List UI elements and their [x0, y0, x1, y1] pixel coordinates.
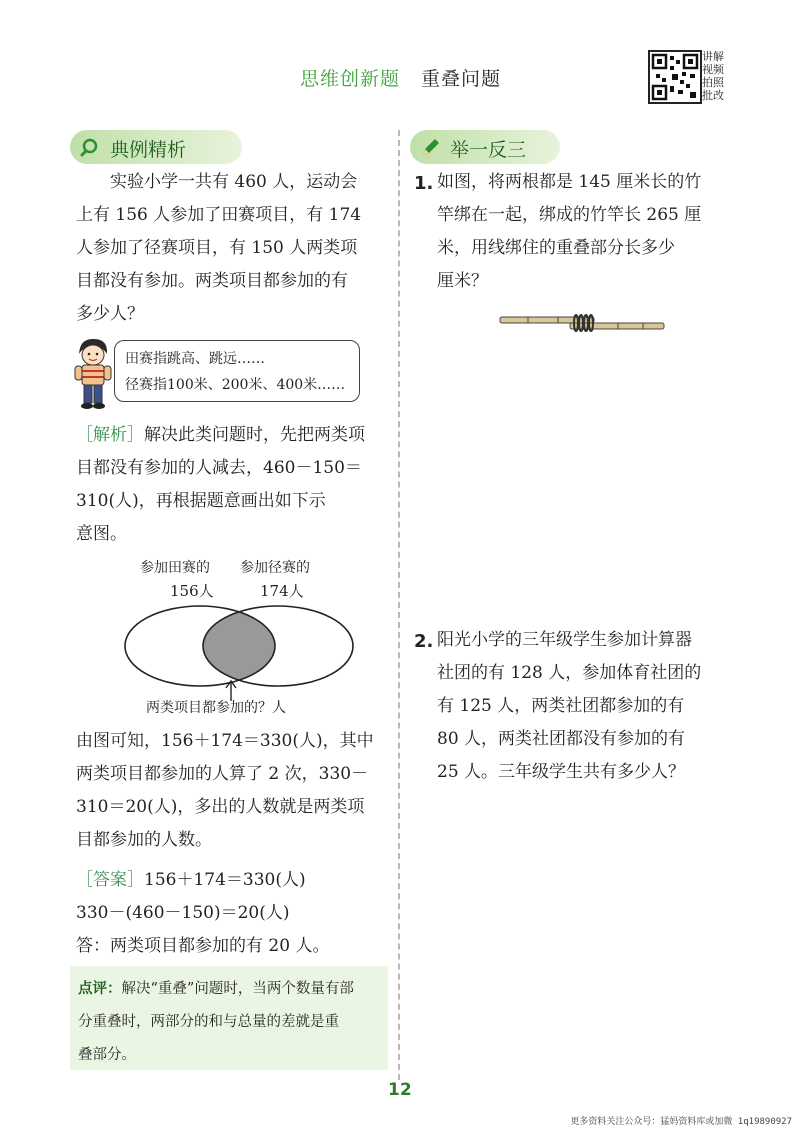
bubble-line: 径赛指100米、200米、400米……	[125, 377, 346, 393]
qr-caption: 讲解视频拍照批改	[702, 50, 724, 102]
category-title: 思维创新题	[300, 68, 401, 90]
q1-line: 竿绑在一起，绑成的竹竿长 265 厘	[437, 205, 702, 225]
explain-line: 由图可知，156＋174＝330(人)，其中	[76, 731, 374, 751]
venn-right-label: 参加径赛的	[240, 560, 310, 576]
explain-line: 目都参加的人数。	[76, 830, 212, 850]
q1-line: 米，用线绑住的重叠部分长多少	[437, 238, 675, 258]
qr-code-icon[interactable]	[648, 50, 702, 104]
pencil-icon	[420, 136, 442, 158]
speech-bubble	[114, 340, 360, 402]
q2-line: 25 人。三年级学生共有多少人？	[437, 762, 686, 782]
q1-line: 厘米？	[437, 271, 488, 291]
analysis-line: 解决此类问题时，先把两类项	[144, 425, 365, 445]
venn-diagram	[120, 604, 360, 688]
venn-right-count: 174人	[260, 582, 304, 600]
magnifier-icon	[80, 136, 102, 158]
explain-line: 两类项目都参加的人算了 2 次，330－	[76, 764, 369, 784]
page-number: 12	[388, 1080, 412, 1100]
answer-label: ［答案］	[76, 870, 144, 890]
bamboo-poles-illustration	[498, 312, 668, 336]
analysis-line: 目都没有参加的人减去，460－150＝	[76, 458, 362, 478]
question-2-text	[437, 624, 737, 789]
answer-line: 156＋174＝330(人)	[144, 870, 306, 890]
analysis-line: 310(人)，再根据题意画出如下示	[76, 491, 326, 511]
analysis-block	[76, 419, 394, 551]
problem-line: 实验小学一共有 460 人，运动会	[110, 172, 358, 192]
comment-box	[70, 966, 388, 1070]
practice-section-header	[410, 130, 560, 164]
topic-title: 重叠问题	[421, 68, 502, 90]
question-2-number: 2.	[414, 631, 434, 652]
explanation-block	[76, 725, 394, 857]
q2-line: 社团的有 128 人，参加体育社团的	[437, 663, 702, 683]
problem-line: 多少人？	[76, 304, 144, 324]
answer-line: 330－(460－150)＝20(人)	[76, 903, 290, 923]
q1-line: 如图，将两根都是 145 厘米长的竹	[437, 172, 702, 192]
problem-line: 目都没有参加。两类项目都参加的有	[76, 271, 348, 291]
problem-line: 上有 156 人参加了田赛项目，有 174	[76, 205, 362, 225]
practice-section-title: 举一反三	[450, 139, 527, 161]
example-section-header	[70, 130, 242, 164]
problem-line: 人参加了径赛项目，有 150 人两类项	[76, 238, 358, 258]
analysis-line: 意图。	[76, 524, 127, 544]
example-problem	[76, 166, 394, 331]
q2-line: 阳光小学的三年级学生参加计算器	[437, 630, 692, 650]
venn-left-count: 156人	[170, 582, 214, 600]
boy-illustration	[72, 336, 114, 410]
question-1-number: 1.	[414, 173, 434, 194]
bubble-line: 田赛指跳高、跳远……	[125, 351, 265, 367]
comment-line: 分重叠时，两部分的和与总量的差就是重	[78, 1014, 339, 1030]
answer-line: 答：两类项目都参加的有 20 人。	[76, 936, 330, 956]
explain-line: 310＝20(人)，多出的人数就是两类项	[76, 797, 365, 817]
answer-block	[76, 864, 394, 963]
comment-line: 叠部分。	[78, 1047, 136, 1063]
footer-note: 更多资料关注公众号：猛妈资料库或加微 1q19890927	[570, 1117, 792, 1127]
venn-bottom-label: 两类项目都参加的？人	[146, 700, 286, 716]
analysis-label: ［解析］	[76, 425, 144, 445]
column-divider	[398, 130, 400, 1080]
q2-line: 有 125 人，两类社团都参加的有	[437, 696, 685, 716]
q2-line: 80 人，两类社团都没有参加的有	[437, 729, 686, 749]
example-section-title: 典例精析	[110, 139, 187, 161]
comment-line: 解决“重叠”问题时，当两个数量有部	[121, 981, 354, 997]
question-1-text	[437, 166, 737, 298]
comment-label: 点评：	[78, 980, 122, 997]
venn-left-label: 参加田赛的	[140, 560, 210, 576]
